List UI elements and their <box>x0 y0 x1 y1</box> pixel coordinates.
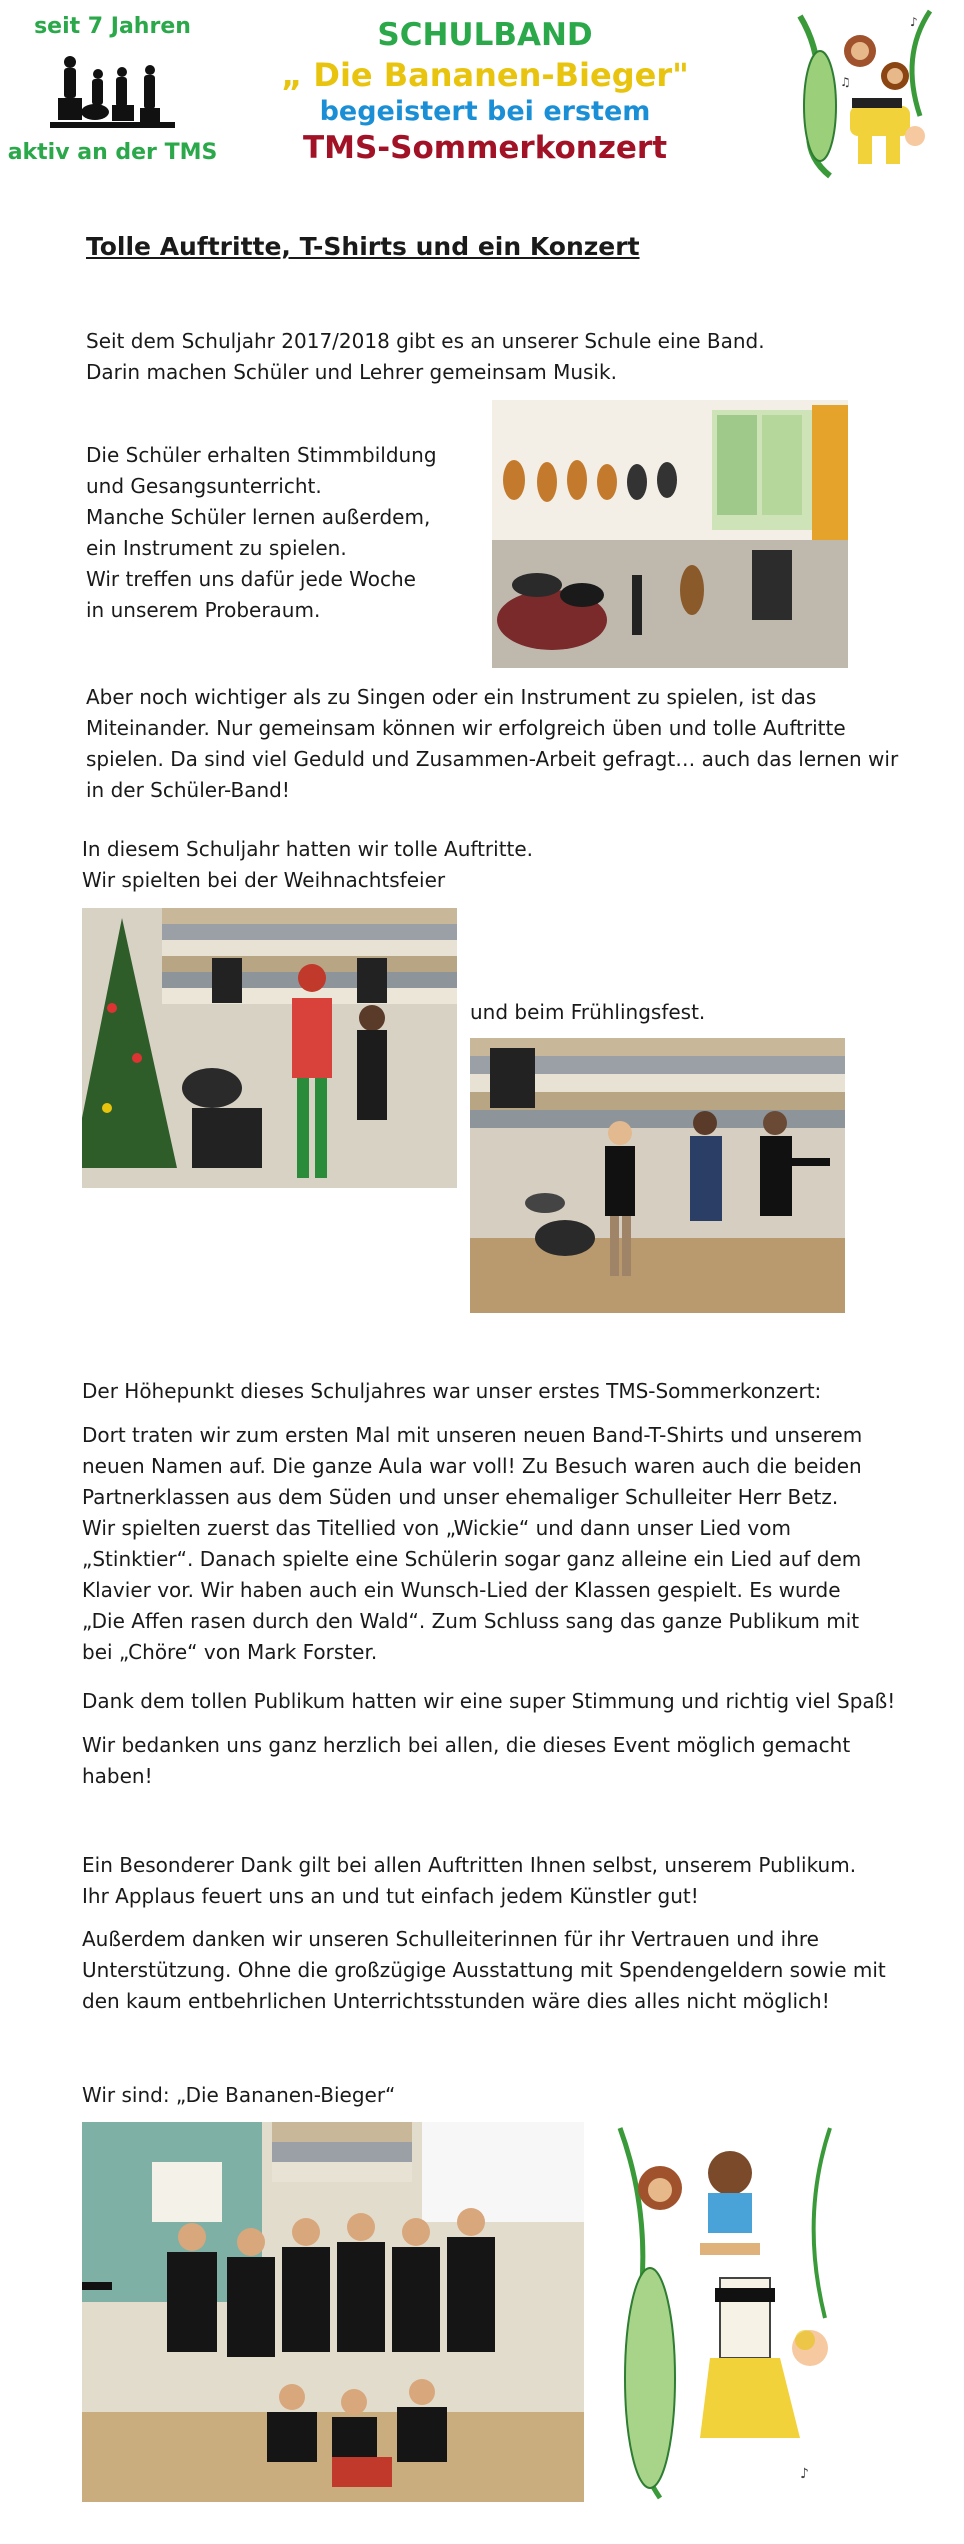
svg-text:♪: ♪ <box>910 15 918 29</box>
concert-line: Partnerklassen aus dem Süden und unser ehemaliger Schulleiter Herr Betz. <box>82 1485 839 1509</box>
active-at-tms-label: aktiv an der TMS <box>7 140 218 165</box>
band-silhouette-logo <box>50 50 175 135</box>
highlight-line: Der Höhepunkt dieses Schuljahres war unser erstes TMS-Sommerkonzert: <box>82 1379 822 1403</box>
lessons-line: in unserem Proberaum. <box>86 598 321 622</box>
intro-line: Darin machen Schüler und Lehrer gemeinsam Musik. <box>86 360 617 384</box>
lessons-line: ein Instrument zu spielen. <box>86 536 347 560</box>
teamwork-line: spielen. Da sind viel Geduld und Zusammen-Arbeit gefragt… auch das lernen wir <box>86 747 899 771</box>
title-band-name: „ Die Bananen-Bieger" <box>281 55 689 94</box>
concert-line: bei „Chöre“ von Mark Forster. <box>82 1640 378 1664</box>
title-subtitle: begeistert bei erstem <box>319 95 651 127</box>
lessons-line: Wir treffen uns dafür jede Woche <box>86 567 416 591</box>
concert-line: „Stinktier“. Danach spielte eine Schülerin sogar ganz alleine ein Lied auf dem <box>82 1547 862 1571</box>
spring-fest-line: und beim Frühlingsfest. <box>470 1000 706 1024</box>
concert-line: Klavier vor. Wir haben auch ein Wunsch-Lied der Klassen gespielt. Es wurde <box>82 1578 841 1602</box>
band-group-photo <box>82 2122 584 2502</box>
concert-line: „Die Affen rasen durch den Wald“. Zum Schluss sang das ganze Publikum mit <box>82 1609 860 1633</box>
concert-line: neuen Namen auf. Die ganze Aula war voll! Zu Besuch waren auch die beiden <box>82 1454 862 1478</box>
lessons-line: Die Schüler erhalten Stimmbildung <box>86 443 437 467</box>
title-concert: TMS-Sommerkonzert <box>302 129 668 166</box>
performances-line: Wir spielten bei der Weihnachtsfeier <box>82 868 446 892</box>
monkey-band-illustration <box>790 6 940 181</box>
special-thanks-line: Ihr Applaus feuert uns an und tut einfach jedem Künstler gut! <box>82 1884 699 1908</box>
years-active-label: seit 7 Jahren <box>34 14 191 39</box>
header-title <box>250 16 720 167</box>
performances-line: In diesem Schuljahr hatten wir tolle Auftritte. <box>82 837 534 861</box>
special-thanks-line: Ein Besonderer Dank gilt bei allen Auftritten Ihnen selbst, unserem Publikum. <box>82 1853 857 1877</box>
lessons-line: Manche Schüler lernen außerdem, <box>86 505 431 529</box>
intro-line: Seit dem Schuljahr 2017/2018 gibt es an unserer Schule eine Band. <box>86 329 765 353</box>
svg-text:♪: ♪ <box>800 2466 809 2482</box>
title-schulband: SCHULBAND <box>377 17 593 53</box>
mood-line: Dank dem tollen Publikum hatten wir eine super Stimmung und richtig viel Spaß! <box>82 1689 896 1713</box>
rehearsal-room-photo <box>492 400 848 668</box>
band-logo-illustration <box>600 2118 855 2508</box>
we-are-line: Wir sind: „Die Bananen-Bieger“ <box>82 2083 396 2107</box>
concert-line: Wir spielten zuerst das Titellied von „Wickie“ und dann unser Lied vom <box>82 1516 791 1540</box>
lessons-line: und Gesangsunterricht. <box>86 474 322 498</box>
svg-text:♫: ♫ <box>840 75 851 89</box>
principal-thanks-line: Außerdem danken wir unseren Schulleiterinnen für ihr Vertrauen und ihre <box>82 1927 819 1951</box>
teamwork-line: Aber noch wichtiger als zu Singen oder ein Instrument zu spielen, ist das <box>86 685 817 709</box>
teamwork-line: Miteinander. Nur gemeinsam können wir erfolgreich üben und tolle Auftritte <box>86 716 846 740</box>
thanks-line: Wir bedanken uns ganz herzlich bei allen, die dieses Event möglich gemacht <box>82 1733 851 1757</box>
principal-thanks-line: den kaum entbehrlichen Unterrichtsstunden wäre dies alles nicht möglich! <box>82 1989 830 2013</box>
principal-thanks-line: Unterstützung. Ohne die großzügige Ausstattung mit Spendengeldern sowie mit <box>82 1958 886 1982</box>
article-heading: Tolle Auftritte, T-Shirts und ein Konzert <box>86 232 640 261</box>
christmas-concert-photo <box>82 908 457 1188</box>
spring-festival-photo <box>470 1038 845 1313</box>
teamwork-line: in der Schüler-Band! <box>86 778 290 802</box>
concert-line: Dort traten wir zum ersten Mal mit unseren neuen Band-T-Shirts und unserem <box>82 1423 863 1447</box>
thanks-line: haben! <box>82 1764 153 1788</box>
